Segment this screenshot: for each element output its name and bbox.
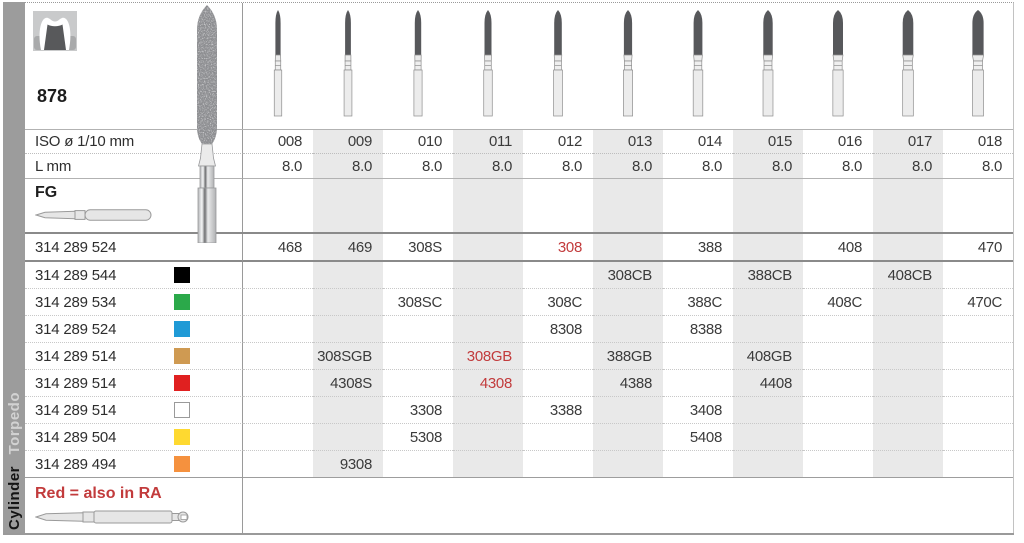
product-code-cell (243, 397, 313, 424)
length-value-cell: 8.0 (453, 154, 523, 179)
bur-profile-icon (965, 8, 991, 120)
product-code-value: 308SGB (317, 347, 372, 365)
product-rows (25, 234, 1013, 478)
product-code-cell (453, 451, 523, 478)
product-code-cell (313, 424, 383, 451)
empty-cell (523, 179, 593, 232)
product-code-cell (873, 262, 943, 289)
product-code-cell (733, 234, 803, 262)
product-row (25, 234, 1013, 262)
order-code-cell (25, 343, 243, 370)
bur-profile-icon (895, 8, 921, 120)
empty-cell (663, 179, 733, 232)
product-code-cell (733, 397, 803, 424)
product-code-cell (873, 316, 943, 343)
order-code-cell (25, 397, 243, 424)
bur-profile-icon (615, 8, 641, 120)
product-code-cell (803, 234, 873, 262)
empty-cell (313, 179, 383, 232)
empty-cell (593, 179, 663, 232)
product-code-cell (803, 316, 873, 343)
product-code-cell (663, 397, 733, 424)
product-code-cell (943, 262, 1013, 289)
sidebar-section-cylinder: Cylinder (5, 465, 23, 530)
order-code: 314 289 524 (35, 320, 117, 338)
bur-profile-icon (825, 8, 851, 120)
length-label: L mm (25, 154, 243, 179)
product-code-cell (313, 370, 383, 397)
product-code-value: 5408 (689, 428, 722, 446)
order-code: 314 289 504 (35, 428, 117, 446)
product-row (25, 424, 1013, 451)
product-code-cell (593, 451, 663, 478)
length-value-cell: 8.0 (593, 154, 663, 179)
bur-profile-cell (733, 3, 803, 129)
bur-profile-cell (943, 3, 1013, 129)
bur-profile-icon (265, 8, 291, 120)
product-code-cell (383, 397, 453, 424)
product-code-value: 308 (557, 238, 582, 256)
product-code-cell (593, 234, 663, 262)
product-code-cell (383, 262, 453, 289)
product-code-cell (803, 424, 873, 451)
order-code: 314 289 494 (35, 455, 117, 473)
product-code-cell (313, 289, 383, 316)
product-code-cell (523, 451, 593, 478)
ra-shank-icon (35, 506, 242, 533)
product-table (25, 2, 1014, 533)
product-code-cell (523, 424, 593, 451)
product-code-cell (453, 424, 523, 451)
product-row (25, 370, 1013, 397)
empty-cell (383, 179, 453, 232)
length-value-cell: 8.0 (313, 154, 383, 179)
product-code-cell (523, 370, 593, 397)
product-code-cell (593, 289, 663, 316)
product-code-cell (523, 316, 593, 343)
iso-value-cell: 015 (733, 130, 803, 154)
length-value-cell: 8.0 (663, 154, 733, 179)
order-code: 314 289 534 (35, 293, 117, 311)
product-code-cell (523, 343, 593, 370)
product-code-cell (943, 234, 1013, 262)
bur-profile-cell (313, 3, 383, 129)
product-code-cell (383, 343, 453, 370)
iso-value-cell: 016 (803, 130, 873, 154)
product-code-cell (733, 451, 803, 478)
product-row (25, 451, 1013, 478)
order-code: 314 289 544 (35, 266, 117, 284)
order-code: 314 289 514 (35, 374, 117, 392)
product-code-cell (663, 451, 733, 478)
bur-profile-icon (685, 8, 711, 120)
ra-note: Red = also in RA (35, 485, 162, 502)
product-code-cell (593, 424, 663, 451)
product-code-value: 308S (408, 238, 442, 256)
product-code-cell (383, 370, 453, 397)
empty-cell (943, 179, 1013, 232)
product-code-value: 408CB (887, 266, 932, 284)
empty-cell (243, 179, 313, 232)
product-code-cell (453, 234, 523, 262)
product-code-value: 3408 (689, 401, 722, 419)
product-code-cell (663, 424, 733, 451)
product-code-cell (453, 262, 523, 289)
grit-color-swatch-blue (174, 321, 190, 337)
product-code-cell (383, 424, 453, 451)
product-code-cell (873, 370, 943, 397)
product-code-value: 4388 (619, 374, 652, 392)
footer-row (25, 478, 1013, 533)
product-code-cell (733, 370, 803, 397)
product-code-cell (243, 370, 313, 397)
product-photo-bur (182, 2, 232, 243)
product-code-cell (383, 289, 453, 316)
product-code-value: 4308 (479, 374, 512, 392)
product-code-cell (803, 397, 873, 424)
bur-profile-icon (475, 8, 501, 120)
length-value-cell: 8.0 (943, 154, 1013, 179)
shank-type-label: FG (35, 184, 58, 202)
grit-color-swatch-green (174, 294, 190, 310)
bur-profile-icon (335, 8, 361, 120)
product-code-value: 468 (277, 238, 302, 256)
length-value-cell: 8.0 (803, 154, 873, 179)
iso-value-cell: 018 (943, 130, 1013, 154)
product-code-cell (383, 234, 453, 262)
grit-color-swatch-black (174, 267, 190, 283)
product-code-cell (943, 424, 1013, 451)
iso-value-cell: 014 (663, 130, 733, 154)
product-code-cell (873, 451, 943, 478)
sidebar-section-torpedo: Torpedo (5, 391, 23, 454)
product-code-cell (663, 234, 733, 262)
length-value-cell: 8.0 (523, 154, 593, 179)
product-code-cell (873, 424, 943, 451)
figure-number: 878 (37, 86, 68, 106)
product-code-cell (523, 234, 593, 262)
product-code-value: 388C (687, 293, 722, 311)
bur-profile-cell (663, 3, 733, 129)
product-code-cell (313, 397, 383, 424)
product-code-cell (313, 316, 383, 343)
product-code-value: 408GB (746, 347, 792, 365)
bur-profile-cell (593, 3, 663, 129)
product-code-cell (243, 451, 313, 478)
product-code-cell (803, 343, 873, 370)
order-code: 314 289 514 (35, 347, 117, 365)
order-code-cell (25, 424, 243, 451)
product-code-cell (593, 343, 663, 370)
shank-type-row (25, 179, 1013, 234)
product-code-cell (803, 262, 873, 289)
product-code-value: 8388 (689, 320, 722, 338)
empty-cell (803, 179, 873, 232)
product-code-cell (943, 370, 1013, 397)
product-code-cell (733, 262, 803, 289)
product-code-value: 388 (697, 238, 722, 256)
product-code-cell (453, 370, 523, 397)
empty-cell (733, 179, 803, 232)
iso-value-cell: 010 (383, 130, 453, 154)
iso-label: ISO ø 1/10 mm (25, 130, 243, 154)
length-value-cell: 8.0 (873, 154, 943, 179)
product-code-cell (243, 262, 313, 289)
iso-value-cell: 017 (873, 130, 943, 154)
product-code-value: 3308 (409, 401, 442, 419)
product-code-cell (243, 234, 313, 262)
product-code-cell (873, 343, 943, 370)
product-code-cell (943, 451, 1013, 478)
product-code-value: 8308 (549, 320, 582, 338)
footer-cell (25, 478, 243, 533)
product-code-cell (593, 262, 663, 289)
product-code-cell (873, 397, 943, 424)
bur-profile-row (25, 3, 1013, 129)
product-code-value: 470 (977, 238, 1002, 256)
product-row (25, 397, 1013, 424)
product-code-cell (733, 343, 803, 370)
grit-color-swatch-white (174, 402, 190, 418)
order-code-cell (25, 262, 243, 289)
product-code-cell (243, 289, 313, 316)
product-code-cell (663, 370, 733, 397)
bur-profile-cell (803, 3, 873, 129)
product-code-cell (663, 343, 733, 370)
product-code-cell (733, 424, 803, 451)
order-code-cell (25, 370, 243, 397)
product-code-cell (943, 316, 1013, 343)
product-code-cell (313, 234, 383, 262)
product-code-cell (383, 316, 453, 343)
product-code-cell (733, 316, 803, 343)
product-code-value: 4308S (330, 374, 372, 392)
product-code-cell (663, 316, 733, 343)
iso-value-cell: 011 (453, 130, 523, 154)
product-code-cell (803, 451, 873, 478)
grit-color-swatch-tan (174, 348, 190, 364)
product-code-value: 308SC (397, 293, 442, 311)
product-code-cell (523, 397, 593, 424)
bur-profile-cell (873, 3, 943, 129)
product-row (25, 262, 1013, 289)
iso-diameter-row (25, 129, 1013, 154)
iso-value-cell: 009 (313, 130, 383, 154)
product-code-cell (943, 343, 1013, 370)
product-code-cell (663, 289, 733, 316)
product-code-cell (313, 262, 383, 289)
product-code-cell (593, 316, 663, 343)
order-code-cell (25, 289, 243, 316)
grit-color-swatch-yellow (174, 429, 190, 445)
length-value-cell: 8.0 (383, 154, 453, 179)
product-code-cell (803, 370, 873, 397)
product-code-cell (733, 289, 803, 316)
product-code-value: 408C (827, 293, 862, 311)
product-code-cell (523, 289, 593, 316)
product-code-cell (943, 289, 1013, 316)
product-code-cell (523, 262, 593, 289)
iso-value-cell: 012 (523, 130, 593, 154)
product-code-value: 9308 (339, 455, 372, 473)
length-row (25, 154, 1013, 179)
product-code-cell (663, 262, 733, 289)
product-code-cell (383, 451, 453, 478)
product-code-cell (803, 289, 873, 316)
product-code-cell (243, 343, 313, 370)
bur-profile-icon (545, 8, 571, 120)
product-code-value: 308GB (466, 347, 512, 365)
product-code-value: 388GB (606, 347, 652, 365)
order-code-cell (25, 316, 243, 343)
grit-color-swatch-orange (174, 456, 190, 472)
product-code-cell (873, 289, 943, 316)
category-sidebar (3, 2, 25, 535)
product-code-value: 470C (967, 293, 1002, 311)
product-code-cell (453, 316, 523, 343)
product-row (25, 343, 1013, 370)
order-code: 314 289 524 (35, 238, 117, 256)
product-code-value: 469 (347, 238, 372, 256)
bur-profile-icon (755, 8, 781, 120)
order-code-cell (25, 451, 243, 478)
iso-value-cell: 013 (593, 130, 663, 154)
bur-profile-cell (453, 3, 523, 129)
product-code-cell (453, 343, 523, 370)
length-value-cell: 8.0 (243, 154, 313, 179)
product-code-cell (873, 234, 943, 262)
order-code: 314 289 514 (35, 401, 117, 419)
product-row (25, 316, 1013, 343)
crown-preparation-icon (33, 38, 77, 55)
product-code-cell (943, 397, 1013, 424)
product-code-cell (593, 397, 663, 424)
product-code-value: 4408 (759, 374, 792, 392)
empty-cell (873, 179, 943, 232)
product-code-value: 5308 (409, 428, 442, 446)
bur-profile-icon (405, 8, 431, 120)
empty-cell (453, 179, 523, 232)
product-code-cell (243, 424, 313, 451)
product-code-value: 308C (547, 293, 582, 311)
product-code-cell (313, 451, 383, 478)
bur-profile-cell (523, 3, 593, 129)
product-code-cell (243, 316, 313, 343)
product-code-cell (453, 289, 523, 316)
length-value-cell: 8.0 (733, 154, 803, 179)
product-code-value: 388CB (747, 266, 792, 284)
product-row (25, 289, 1013, 316)
product-code-cell (453, 397, 523, 424)
product-code-cell (313, 343, 383, 370)
grit-color-swatch-red (174, 375, 190, 391)
bur-profile-cell (243, 3, 313, 129)
table-bottom-border (3, 533, 1014, 535)
product-code-value: 3388 (549, 401, 582, 419)
product-code-value: 308CB (607, 266, 652, 284)
bur-profile-cell (383, 3, 453, 129)
product-code-value: 408 (837, 238, 862, 256)
iso-value-cell: 008 (243, 130, 313, 154)
product-code-cell (593, 370, 663, 397)
